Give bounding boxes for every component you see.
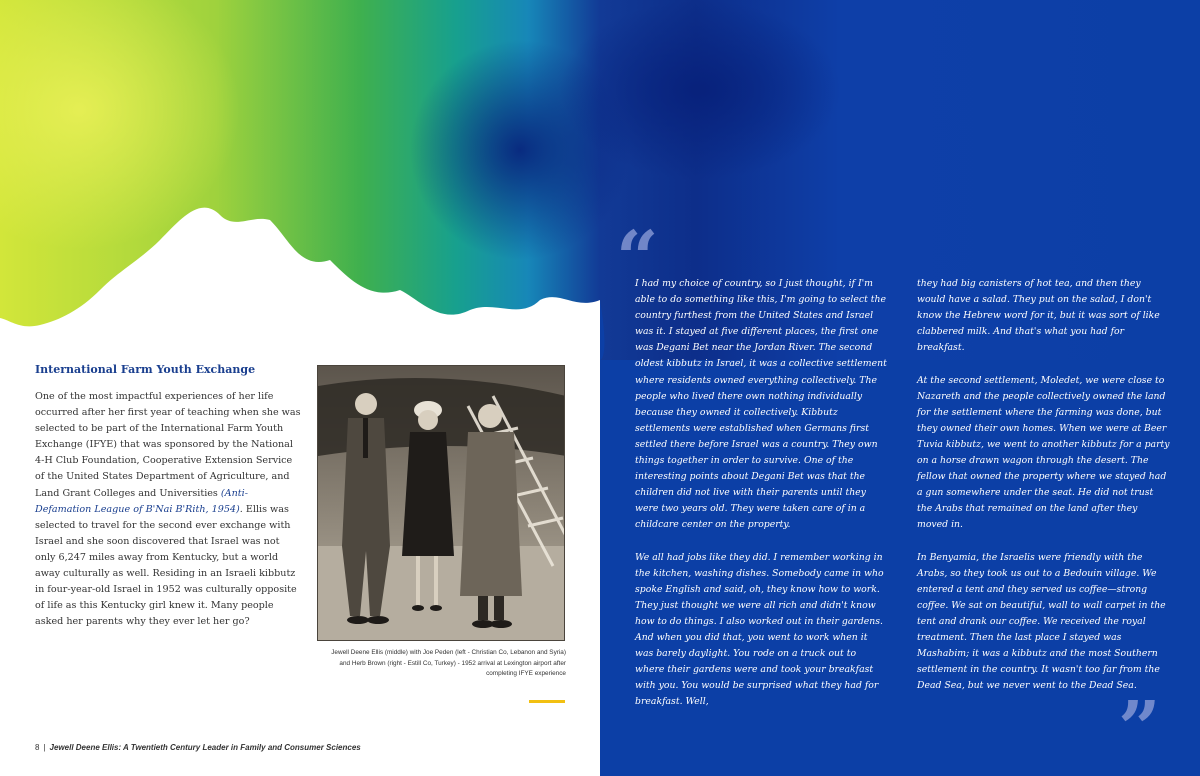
footer-separator: |: [43, 743, 46, 752]
page-number: 8: [35, 743, 40, 752]
historical-photo: [317, 365, 565, 641]
quote-paragraph: they had big canisters of hot tea, and then they would have a salad. They put on the salad, I don't know the Hebrew word for it, but it was sort of like clabbered milk. And that's what you had for breakfast.: [917, 278, 1160, 354]
section-heading: International Farm Youth Exchange: [35, 363, 256, 376]
book-title: Jewell Deene Ellis: A Twentieth Century Leader in Family and Consumer Sciences: [49, 743, 361, 752]
intro-paragraph: [35, 389, 301, 630]
photo-illustration: [318, 366, 565, 641]
quote-column-1: [635, 276, 887, 727]
open-quote-mark: “: [616, 216, 659, 302]
intro-text-continued: . Ellis was selected to travel for the second ever exchange with Israel and she soon discovered that Israel was not only 6,247 miles away from Kentucky, but a world away culturally as well. Residing in an Israeli kibbutz in four-year-old Israel in 1952 was culturally opposite of life as this Kentucky girl knew it. Many people asked her parents why they ever let her go?: [35, 503, 297, 628]
close-quote-mark: ”: [1118, 686, 1161, 772]
quote-paragraph: In Benyamia, the Israelis were friendly with the Arabs, so they took us out to a Bedouin village. We entered a tent and they served us coffee—strong coffee. We sat on beautiful, wall to wall carpet in the tent and drank our coffee. We received the royal treatment. Then the last place I stayed was Mashabim; it was a kibbutz and the most Southern settlement in the country. It wasn't too far from the Dead Sea, but we never went to the Dead Sea.: [917, 551, 1166, 692]
quote-paragraph: We all had jobs like they did. I remember working in the kitchen, washing dishes. Somebody came in who spoke English and said, oh, they know how to work. They just thought we were all rich and didn't know how to do things. I also worked out in their gardens. And when you did that, you went to work when it was barely daylight. You rode on a truck out to where their gardens were and took your breakfast with you. You would be surprised what they had for breakfast. Well,: [635, 551, 884, 708]
quote-paragraph: At the second settlement, Moledet, we were close to Nazareth and the people collectively owned the land for the settlement where the farming was done, but they owned their own homes. When we were at Beer Tuvia kibbutz, we went to another kibbutz for a party on a horse drawn wagon through the desert. The fellow that owned the property where we stayed had a gun somewhere under the seat. He did not trust the Arabs that remained on the land after they moved in.: [917, 374, 1170, 531]
intro-citation: (Anti-Defamation League of B'Nai B'Rith, 1954): [35, 487, 248, 515]
photo-caption: Jewell Deene Ellis (middle) with Joe Peden (left - Christian Co, Lebanon and Syria) and Herb Brown (right - Estill Co, Turkey) - 1952 arrival at Lexington airport after completing IFYE experience: [331, 649, 566, 677]
intro-text: One of the most impactful experiences of her life occurred after her first year of teaching when she was selected to be part of the International Farm Youth Exchange (IFYE) that was sponsored by the National 4-H Club Foundation, Cooperative Extension Service of the United States Department of Agriculture, and Land Grant Colleges and Universities: [35, 391, 301, 499]
accent-rule: [529, 700, 565, 703]
quote-paragraph: I had my choice of country, so I just thought, if I'm able to do something like this, I'm going to select the country furthest from the United States and Israel was it. I stayed at five different places, the first one was Degani Bet near the Jordan River. The second oldest kibbutz in Israel, it was a collective settlement where residents owned everything collectively. The people who lived there own nothing individually because they owned it collectively. Kibbutz settlements were established when Germans first settled there before Israel was a country. They own things together in order to survive. One of the interesting points about Degani Bet was that the children did not live with their parents until they were two years old. They were taken care of in a childcare center on the property.: [635, 278, 887, 531]
page-footer: [35, 743, 361, 752]
quote-column-2: [917, 276, 1171, 711]
